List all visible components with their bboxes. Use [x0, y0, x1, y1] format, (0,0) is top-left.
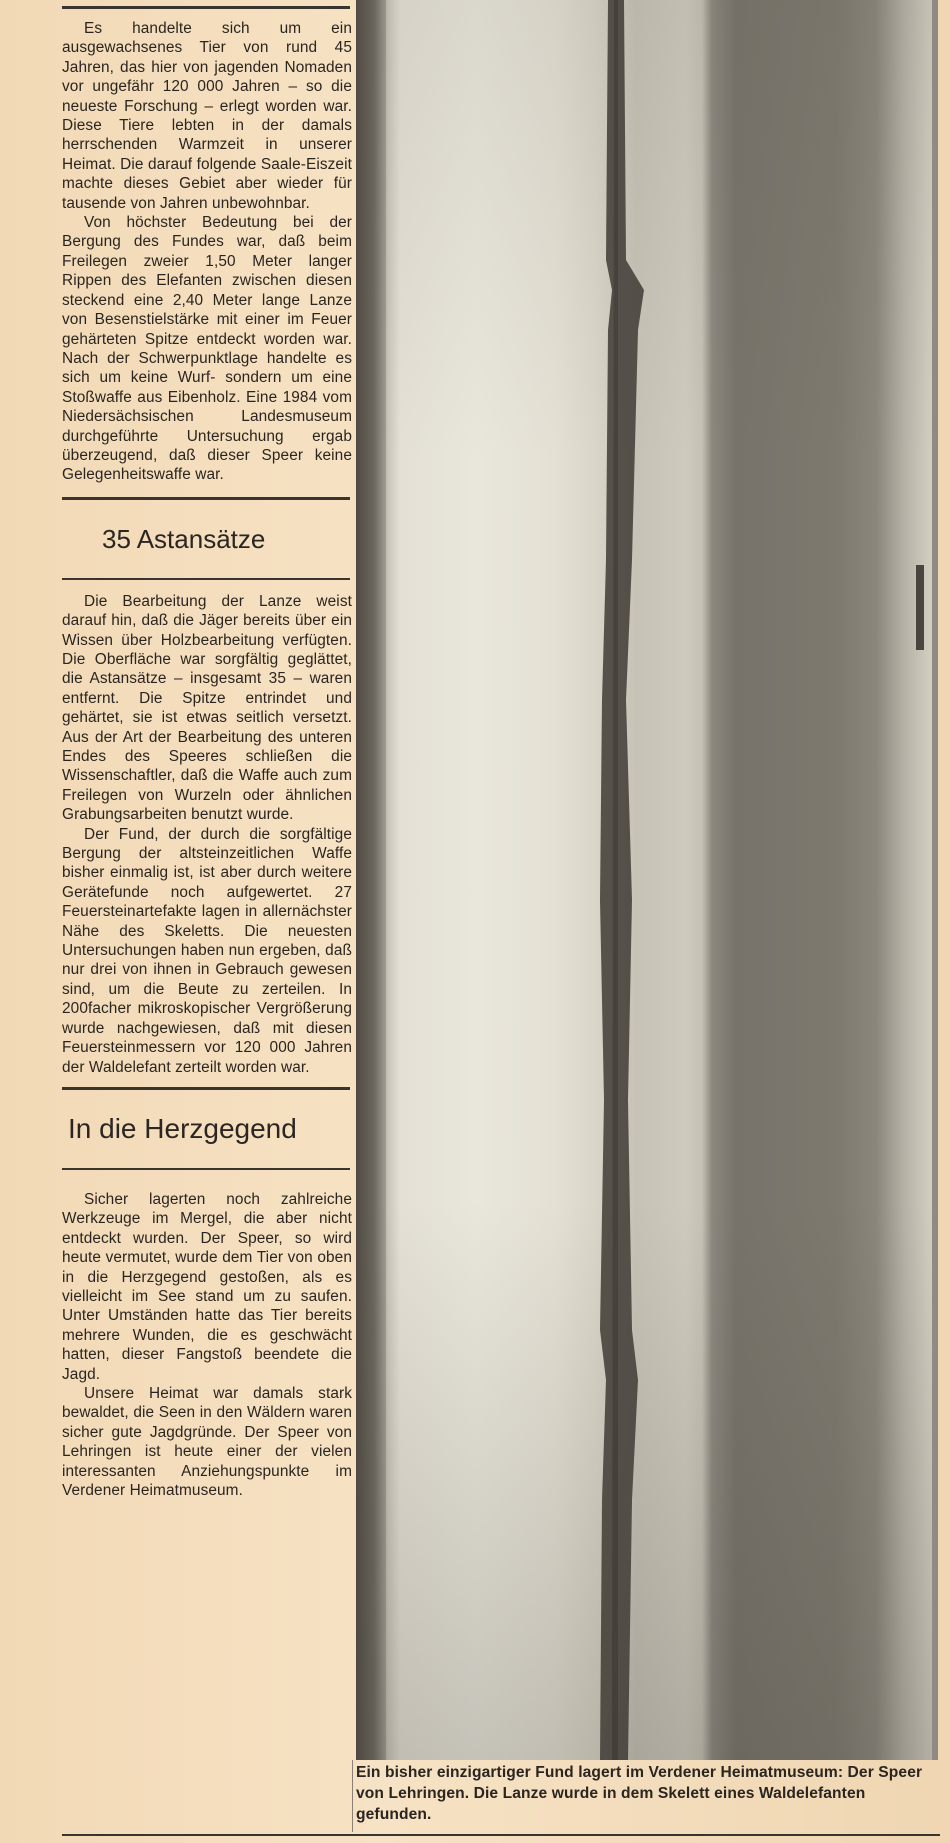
paragraph-5: Sicher lagerten noch zahlreiche Werkzeuge im Mergel, die aber nicht entdeckt wurden. Der Speer, so wird heute vermutet, wurde dem Tier von oben in die Herzgegend gestoßen, als es vielleicht im See stand um zu saufen. Unter Umständen hatte das Tier bereits mehrere Wunden, die es geschwächt hatten, dieser Fangstoß beendete die Jagd. — [62, 1190, 352, 1383]
top-rule — [62, 6, 350, 9]
section-rule — [62, 578, 350, 580]
paragraph-2: Von höchster Bedeutung bei der Bergung des Fundes war, daß beim Freilegen zweier 1,50 Meter langer Rippen des Elefanten zwischen diesen steckend eine 2,40 Meter lange Lanze von Besenstielstärke mit einer im Feuer gehärteten Spitze entdeckt worden war. Nach der Schwerpunktlage handelte es sich um keine Wurf- sondern um eine Stoßwaffe aus Eibenholz. Eine 1984 vom Niedersächsischen Landesmuseum durchgeführte Untersuchung ergab überzeugend, daß dieser Speer keine Gelegenheitswaffe war. — [62, 214, 352, 484]
spear-image — [356, 0, 938, 1760]
spear-shaft — [600, 0, 644, 1760]
photo-caption: Ein bisher einzigartiger Fund lagert im Verdener Heimatmuseum: Der Speer von Lehringen. Die Lanze wurde in dem Skelett eines Waldelefanten gefunden. — [356, 1764, 923, 1823]
subheading-astansaetze: 35 Astansätze — [102, 523, 266, 554]
spear-photo — [356, 0, 938, 1760]
paragraph-3: Die Bearbeitung der Lanze weist darauf hin, daß die Jäger bereits über ein Wissen über Holzbearbeitung verfügten. Die Oberfläche war sorgfältig geglättet, die Astansätze – insgesamt 35 – waren entfernt. Die Spitze entrindet und gehärtet, sie ist etwas seitlich versetzt. Aus der Art der Bearbeitung des unteren Endes des Speeres schließen die Wissenschaftler, daß die Waffe auch zum Freilegen von Wurzeln oder ähnlichen Grabungsarbeiten benutzt wurde. — [62, 592, 352, 824]
bottom-rule — [62, 1834, 940, 1836]
paragraph-4: Der Fund, der durch die sorgfältige Bergung der altsteinzeitlichen Waffe bisher einmalig ist, ist aber durch weitere Gerätefunde noch aufgewertet. 27 Feuersteinartefakte lagen in allernächster Nähe des Skeletts. Die neuesten Untersuchungen haben nun ergeben, daß nur drei von ihnen in Gebrauch gewesen sind, um die Beute zu zerteilen. In 200facher mikroskopischer Vergrößerung wurde nachgewiesen, daß mit diesen Feuersteinmessern vor 120 000 Jahren der Waldelefant zerteilt worden war. — [62, 825, 352, 1076]
paragraph-6: Unsere Heimat war damals stark bewaldet, die Seen in den Wäldern waren sicher gute Jagdgründe. Der Speer von Lehringen ist heute einer der vielen interessanten Anziehungspunkte im Verdener Heimatmuseum. — [62, 1384, 352, 1499]
paragraph-1: Es handelte sich um ein ausgewachsenes Tier von rund 45 Jahren, das hier von jagenden Nomaden vor ungefähr 120 000 Jahren – so die neueste Forschung – erlegt worden war. Diese Tiere lebten in der damals herrschenden Warmzeit in unserer Heimat. Die darauf folgende Saale-Eiszeit machte dieses Gebiet aber wieder für tausende von Jahren unbewohnbar. — [62, 20, 352, 212]
subheading-herzgegend: In die Herzgegend — [68, 1112, 297, 1144]
article-column — [62, 0, 352, 1500]
photo-marker — [916, 565, 924, 650]
section-rule — [62, 1168, 350, 1170]
